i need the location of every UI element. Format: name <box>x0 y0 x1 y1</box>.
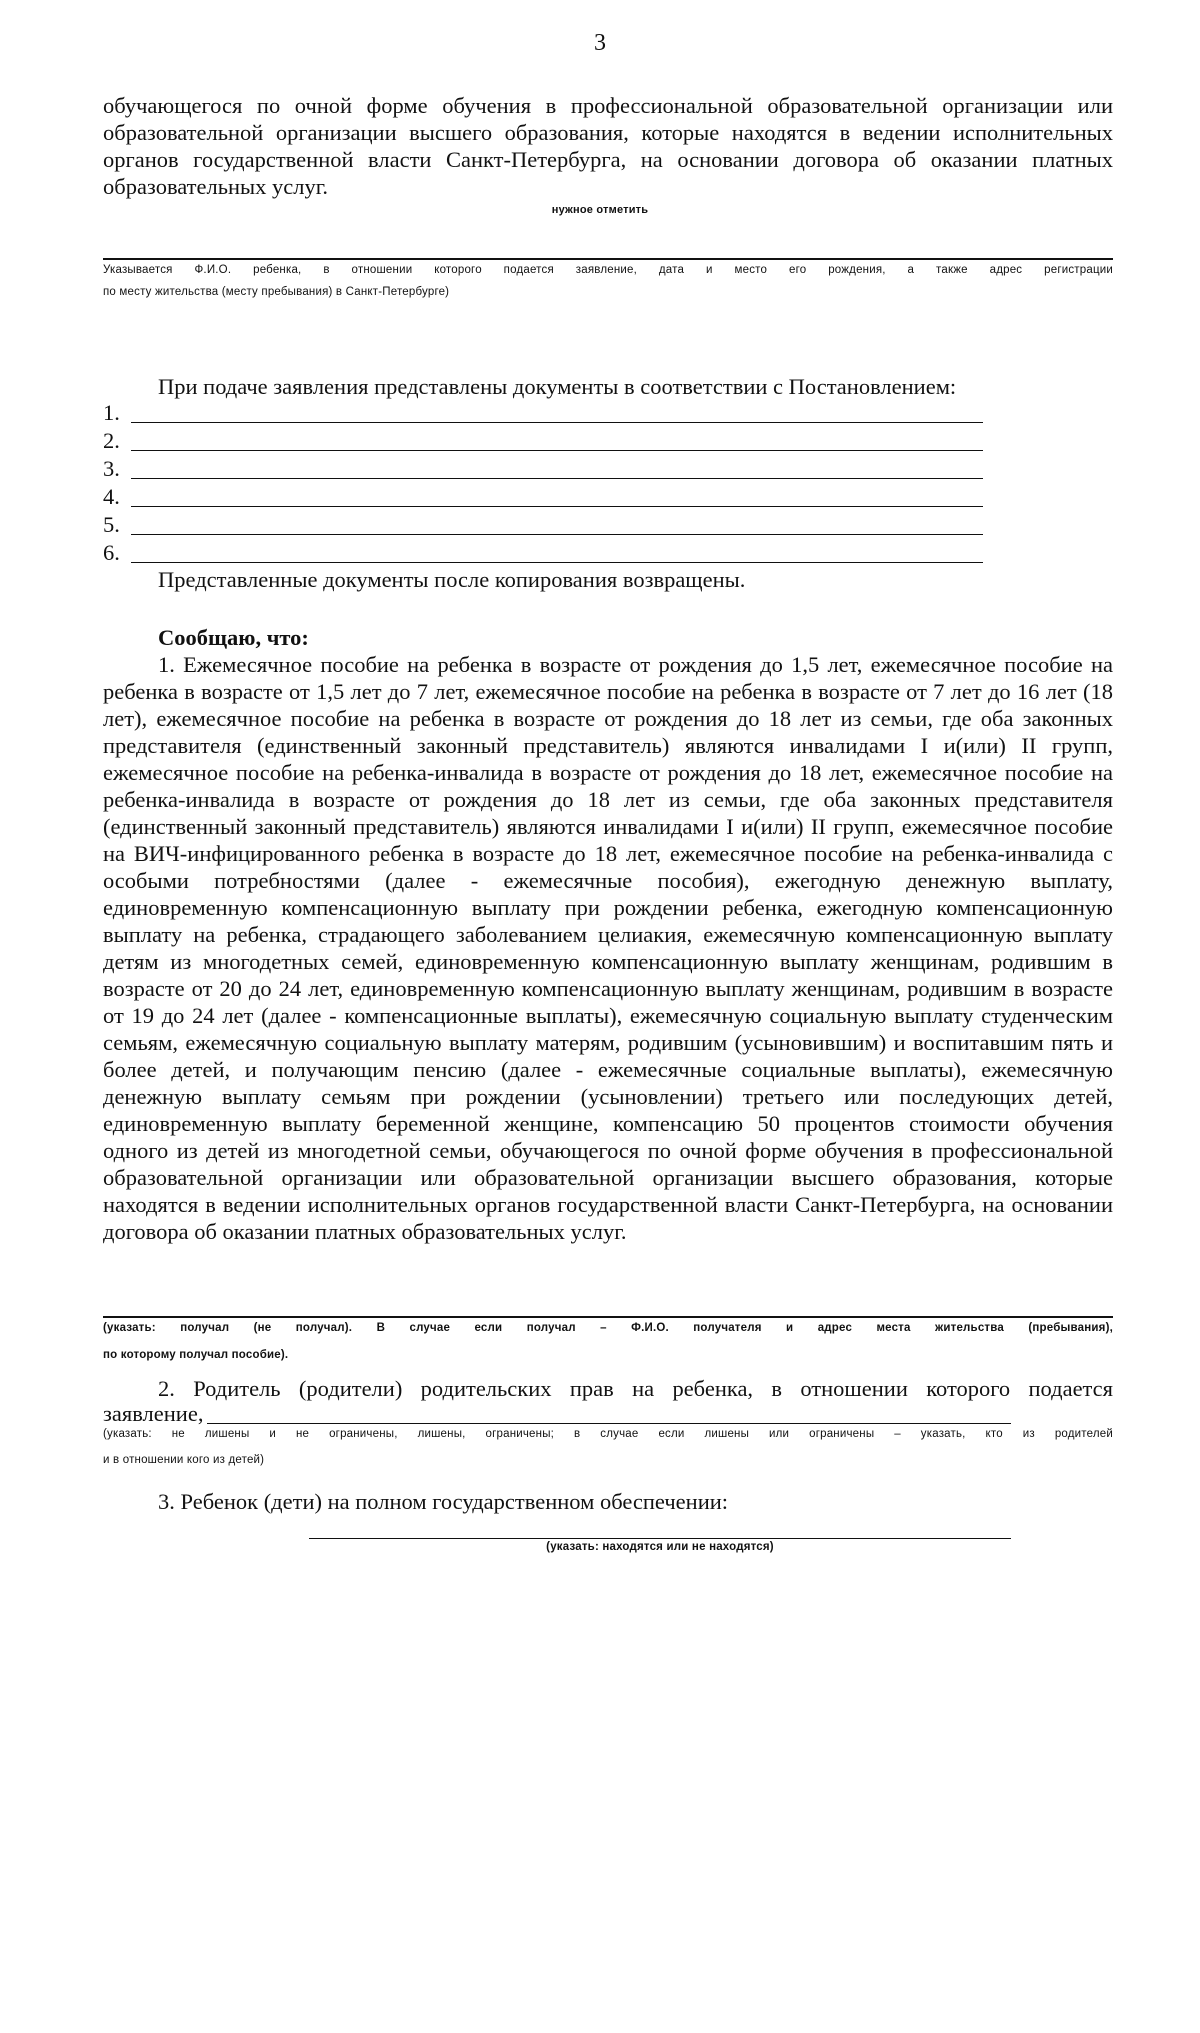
document-item-number: 2. <box>103 428 120 453</box>
document-item-number: 3. <box>103 456 120 481</box>
document-item-number: 5. <box>103 512 120 537</box>
document-item-line[interactable] <box>131 478 983 479</box>
inform-heading: Сообщаю, что: <box>158 625 309 650</box>
document-item-2[interactable] <box>103 428 983 452</box>
document-item-1[interactable] <box>103 400 983 424</box>
document-item-number: 6. <box>103 540 120 565</box>
document-item-4[interactable] <box>103 484 983 508</box>
document-item-number: 1. <box>103 400 120 425</box>
item1-note-line2: по которому получал пособие). <box>103 1349 289 1361</box>
item2-line1: 2. Родитель (родители) родительских прав на ребенка, в отношении которого подается <box>158 1376 1113 1401</box>
documents-returned: Представленные документы после копирования возвращены. <box>158 567 746 592</box>
intro-paragraph: обучающегося по очной форме обучения в профессиональной образовательной организации или образовательной организации высшего образования, которые находятся в ведении исполнительных органов государственной власти Санкт-Петербурга, на основании договора об оказании платных образовательных услуг. <box>103 93 1113 199</box>
item2-line2: заявление, <box>103 1401 204 1426</box>
document-item-line[interactable] <box>131 562 983 563</box>
document-item-6[interactable] <box>103 540 983 564</box>
document-item-number: 4. <box>103 484 120 509</box>
item1-paragraph: 1. Ежемесячное пособие на ребенка в возрасте от рождения до 1,5 лет, ежемесячное пособие на ребенка в возрасте от 1,5 лет до 7 лет, ежемесячное пособие на ребенка в возрасте от 7 лет до 16 лет (18 лет), ежемесячное пособие на ребенка в возрасте от рождения до 18 лет из семьи, где оба законных представителя (единственный законный представитель) являются инвалидами I и(или) II групп, ежемесячное пособие на ребенка-инвалида в возрасте от рождения до 18 лет, ежемесячное пособие на ребенка-инвалида в возрасте от рождения до 18 лет из семьи, где оба законных представителя (единственный законный представитель) являются инвалидами I и(или) II групп, ежемесячное пособие на ВИЧ-инфицированного ребенка в возрасте до 18 лет, ежемесячное пособие на ребенка-инвалида с особыми потребностями (далее - ежемесячные пособия), ежегодную денежную выплату, единовременную компенсационную выплату при рождении ребенка, ежегодную компенсационную выплату на ребенка, страдающего заболеванием целиакия, ежемесячную компенсационную выплату детям из многодетных семей, единовременную компенсационную выплату женщинам, родившим в возрасте от 20 до 24 лет, единовременную компенсационную выплату женщинам, родившим в возрасте от 19 до 24 лет (далее - компенсационные выплаты), ежемесячную социальную выплату студенческим семьям, ежемесячную социальную выплату матерям, родившим (усыновившим) и воспитавшим пять и более детей, и получающим пенсию (далее - ежемесячные социальные выплаты), ежемесячную денежную выплату семьям при рождении (усыновлении) третьего или последующих детей, единовременную выплату беременной женщине, компенсацию 50 процентов стоимости обучения одного из детей из многодетной семьи, обучающегося по очной форме обучения в профессиональной образовательной организации или образовательной организации высшего образования, которые находятся в ведении исполнительных органов государственной власти Санкт-Петербурга, на основании договора об оказании платных образовательных услуг. <box>103 652 1113 1244</box>
mark-needed-note: нужное отметить <box>551 204 649 216</box>
page-number: 3 <box>594 30 606 56</box>
item1-note-line1: (указать: получал (не получал). В случае если получал – Ф.И.О. получателя и адрес места жительства (пребывания), <box>103 1322 1113 1334</box>
document-item-line[interactable] <box>131 450 983 451</box>
item2-note-line1: (указать: не лишены и не ограничены, лишены, ограничены; в случае если лишены или ограничены – указать, кто из родителей <box>103 1428 1113 1440</box>
documents-heading: При подаче заявления представлены документы в соответствии с Постановлением: <box>158 374 957 399</box>
item3-text: 3. Ребенок (дети) на полном государственном обеспечении: <box>158 1489 729 1514</box>
item3-note: (указать: находятся или не находятся) <box>546 1541 774 1553</box>
document-item-line[interactable] <box>131 534 983 535</box>
child-info-note-line2: по месту жительства (месту пребывания) в Санкт-Петербурге) <box>103 286 450 298</box>
document-item-line[interactable] <box>131 506 983 507</box>
child-info-note-line1: Указывается Ф.И.О. ребенка, в отношении которого подается заявление, дата и место его рождения, а также адрес регистрации <box>103 264 1113 276</box>
item2-note-line2: и в отношении кого из детей) <box>103 1454 265 1466</box>
document-item-5[interactable] <box>103 512 983 536</box>
document-item-3[interactable] <box>103 456 983 480</box>
document-item-line[interactable] <box>131 422 983 423</box>
